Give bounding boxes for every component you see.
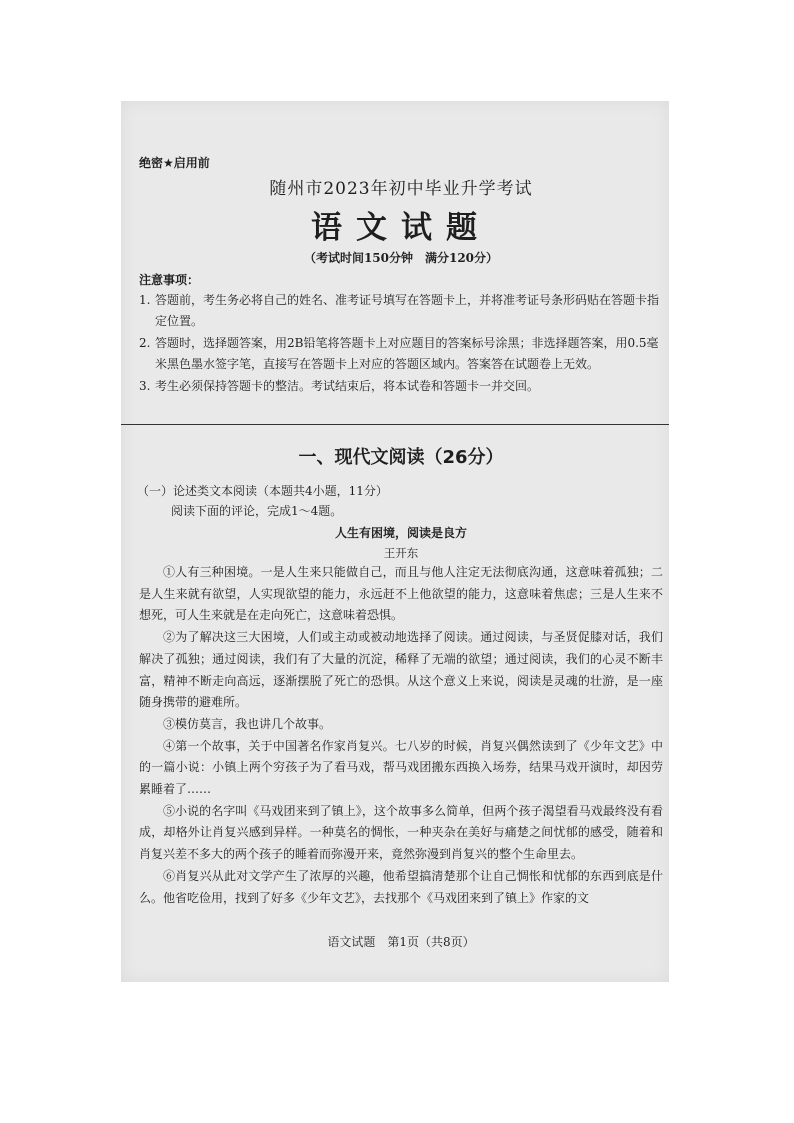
article-paragraph: ③模仿莫言，我也讲几个故事。 xyxy=(163,716,332,731)
notice-number: 2. xyxy=(139,336,151,350)
article-paragraph: ①人有三种困境。一是人生来只能做自己，而且与他人注定无法彻底沟通，这意味着孤独；二是人生来就有欲望，人实现欲望的能力，永远赶不上他欲望的能力，这意味着焦虑；三是人生来不想死，可人生来就是在走向死亡，这意味着恐惧。 xyxy=(139,565,663,623)
section-title: 一、现代文阅读（26分） xyxy=(298,447,504,468)
page-footer: 语文试题 第1页（共8页） xyxy=(327,935,475,949)
notice-item xyxy=(139,290,663,332)
section-divider xyxy=(121,424,669,425)
article-title: 人生有困境，阅读是良方 xyxy=(334,526,467,540)
notice-heading: 注意事项： xyxy=(139,273,200,287)
exam-name: 随州市2023年初中毕业升学考试 xyxy=(269,179,533,199)
sheet-content xyxy=(139,101,663,982)
paper-title: 语文试题 xyxy=(311,210,491,246)
article-paragraph: ②为了解决这三大困境，人们或主动或被动地选择了阅读。通过阅读，与圣贤促膝对话，我们解决了孤独；通过阅读，我们有了大量的沉淀，稀释了无端的欲望；通过阅读，我们的心灵不断丰富，精神不断走向高远，逐渐摆脱了死亡的恐惧。从这个意义上来说，阅读是灵魂的壮游，是一座随身携带的避难所。 xyxy=(139,630,663,710)
notice-text: 答题时，选择题答案，用2B铅笔将答题卡上对应题目的答案标号涂黑；非选择题答案，用0.5毫米黑色墨水签字笔，直接写在答题卡上对应的答题区域内。答案答在试题卷上无效。 xyxy=(155,336,659,371)
exam-sheet xyxy=(121,101,669,982)
notice-list xyxy=(139,290,663,398)
article-paragraph: ⑤小说的名字叫《马戏团来到了镇上》，这个故事多么简单，但两个孩子渴望看马戏最终没有看成，却格外让肖复兴感到异样。一种莫名的惆怅，一种夹杂在美好与痛楚之间忧郁的感受，随着和肖复兴差不多大的两个孩子的睡着而弥漫开来，竟然弥漫到肖复兴的整个生命里去。 xyxy=(139,803,663,862)
secret-label: 绝密★启用前 xyxy=(139,156,210,170)
article-paragraph: ④第一个故事，关于中国著名作家肖复兴。七八岁的时候，肖复兴偶然读到了《少年文艺》中的一篇小说：小镇上两个穷孩子为了看马戏，帮马戏团搬东西换入场券，结果马戏开演时，却因劳累睡着了…… xyxy=(139,738,663,797)
article-paragraph: ⑥肖复兴从此对文学产生了浓厚的兴趣，他希望搞清楚那个让自己惆怅和忧郁的东西到底是什么。他省吃俭用，找到了好多《少年文艺》，去找那个《马戏团来到了镇上》作家的文 xyxy=(139,868,663,905)
notice-number: 1. xyxy=(139,293,151,307)
notice-text: 考生必须保持答题卡的整洁。考试结束后，将本试卷和答题卡一并交回。 xyxy=(155,379,540,393)
notice-item xyxy=(139,376,663,397)
notice-number: 3. xyxy=(139,379,151,393)
exam-info: （考试时间150分钟 满分120分） xyxy=(303,251,499,265)
article-author: 王开东 xyxy=(383,546,419,560)
notice-text: 答题前，考生务必将自己的姓名、准考证号填写在答题卡上，并将准考证号条形码贴在答题卡指定位置。 xyxy=(155,293,660,328)
subsection-title: （一）论述类文本阅读（本题共4小题，11分） xyxy=(137,484,388,498)
notice-item xyxy=(139,333,663,375)
reading-instruction: 阅读下面的评论，完成1～4题。 xyxy=(171,504,343,518)
article-body xyxy=(139,562,663,909)
